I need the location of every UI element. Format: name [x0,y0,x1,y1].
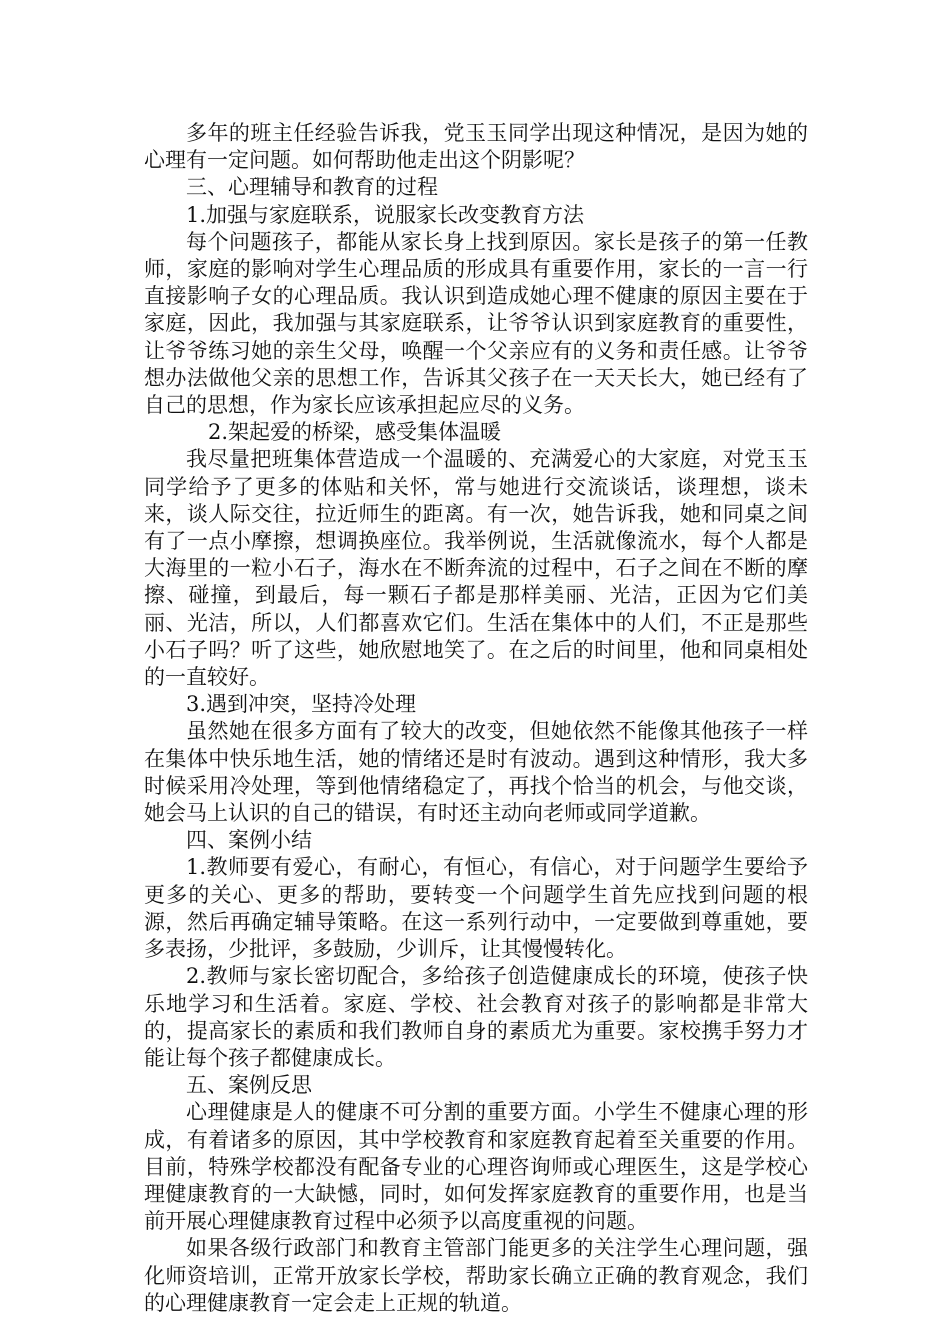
paragraph-reflection-1: 心理健康是人的健康不可分割的重要方面。小学生不健康心理的形成，有着诸多的原因，其中学校教育和家庭教育起着至关重要的作用。目前，特殊学校都没有配备专业的心理咨询师或心理医生，这是学校心理健康教育的一大缺憾，同时，如何发挥家庭教育的重要作用，也是当前开展心理健康教育过程中必须予以高度重视的问题。 [144,1100,808,1234]
paragraph-intro: 多年的班主任经验告诉我，党玉玉同学出现这种情况，是因为她的心理有一定问题。如何帮助他走出这个阴影呢？ [144,121,808,173]
section-heading-process: 三、心理辅导和教育的过程 [186,175,438,200]
paragraph-summary-1: 1.教师要有爱心，有耐心，有恒心，有信心，对于问题学生要给予更多的关心、更多的帮助，要转变一个问题学生首先应找到问题的根源，然后再确定辅导策略。在这一系列行动中，一定要做到尊重她，要多表扬，少批评，多鼓励，少训斥，让其慢慢转化。 [144,855,808,962]
section-heading-summary: 四、案例小结 [186,828,312,853]
paragraph-summary-2: 2.教师与家长密切配合，多给孩子创造健康成长的环境，使孩子快乐地学习和生活着。家庭、学校、社会教育对孩子的影响都是非常大的，提高家长的素质和我们教师自身的素质尤为重要。家校携手努力才能让每个孩子都健康成长。 [144,964,808,1070]
document-body [144,120,808,1317]
subheading-bridge-of-love: 2.架起爱的桥梁，感受集体温暖 [208,420,502,445]
paragraph-family: 每个问题孩子，都能从家长身上找到原因。家长是孩子的第一任教师，家庭的影响对学生心理品质的形成具有重要作用，家长的一言一行直接影响子女的心理品质。我认识到造成她心理不健康的原因主要在于家庭，因此，我加强与其家庭联系，让爷爷认识到家庭教育的重要性，让爷爷练习她的亲生父母，唤醒一个父亲应有的义务和责任感。让爷爷想办法做他父亲的思想工作，告诉其父孩子在一天天长大，她已经有了自己的思想，作为家长应该承担起应尽的义务。 [144,229,808,418]
paragraph-reflection-2: 如果各级行政部门和教育主管部门能更多的关注学生心理问题，强化师资培训，正常开放家长学校，帮助家长确立正确的教育观念，我们的心理健康教育一定会走上正规的轨道。 [144,1236,808,1315]
paragraph-collective: 我尽量把班集体营造成一个温暖的、充满爱心的大家庭，对党玉玉同学给予了更多的体贴和关怀，常与她进行交流谈话，谈理想，谈未来，谈人际交往，拉近师生的距离。有一次，她告诉我，她和同桌之间有了一点小摩擦，想调换座位。我举例说，生活就像流水，每个人都是大海里的一粒小石子，海水在不断奔流的过程中，石子之间在不断的摩擦、碰撞，到最后，每一颗石子都是那样美丽、光洁，正因为它们美丽、光洁，所以，人们都喜欢它们。生活在集体中的人们，不正是那些小石子吗？听了这些，她欣慰地笑了。在之后的时间里，他和同桌相处的一直较好。 [144,447,808,690]
subheading-family-contact: 1.加强与家庭联系，说服家长改变教育方法 [186,202,585,227]
paragraph-conflict: 虽然她在很多方面有了较大的改变，但她依然不能像其他孩子一样在集体中快乐地生活，她的情绪还是时有波动。遇到这种情形，我大多时候采用冷处理，等到他情绪稳定了，再找个恰当的机会，与他交谈，她会马上认识的自己的错误，有时还主动向老师或同学道歉。 [144,719,808,826]
subheading-cold-handling: 3.遇到冲突，坚持冷处理 [186,692,417,717]
section-heading-reflection: 五、案例反思 [186,1073,312,1098]
